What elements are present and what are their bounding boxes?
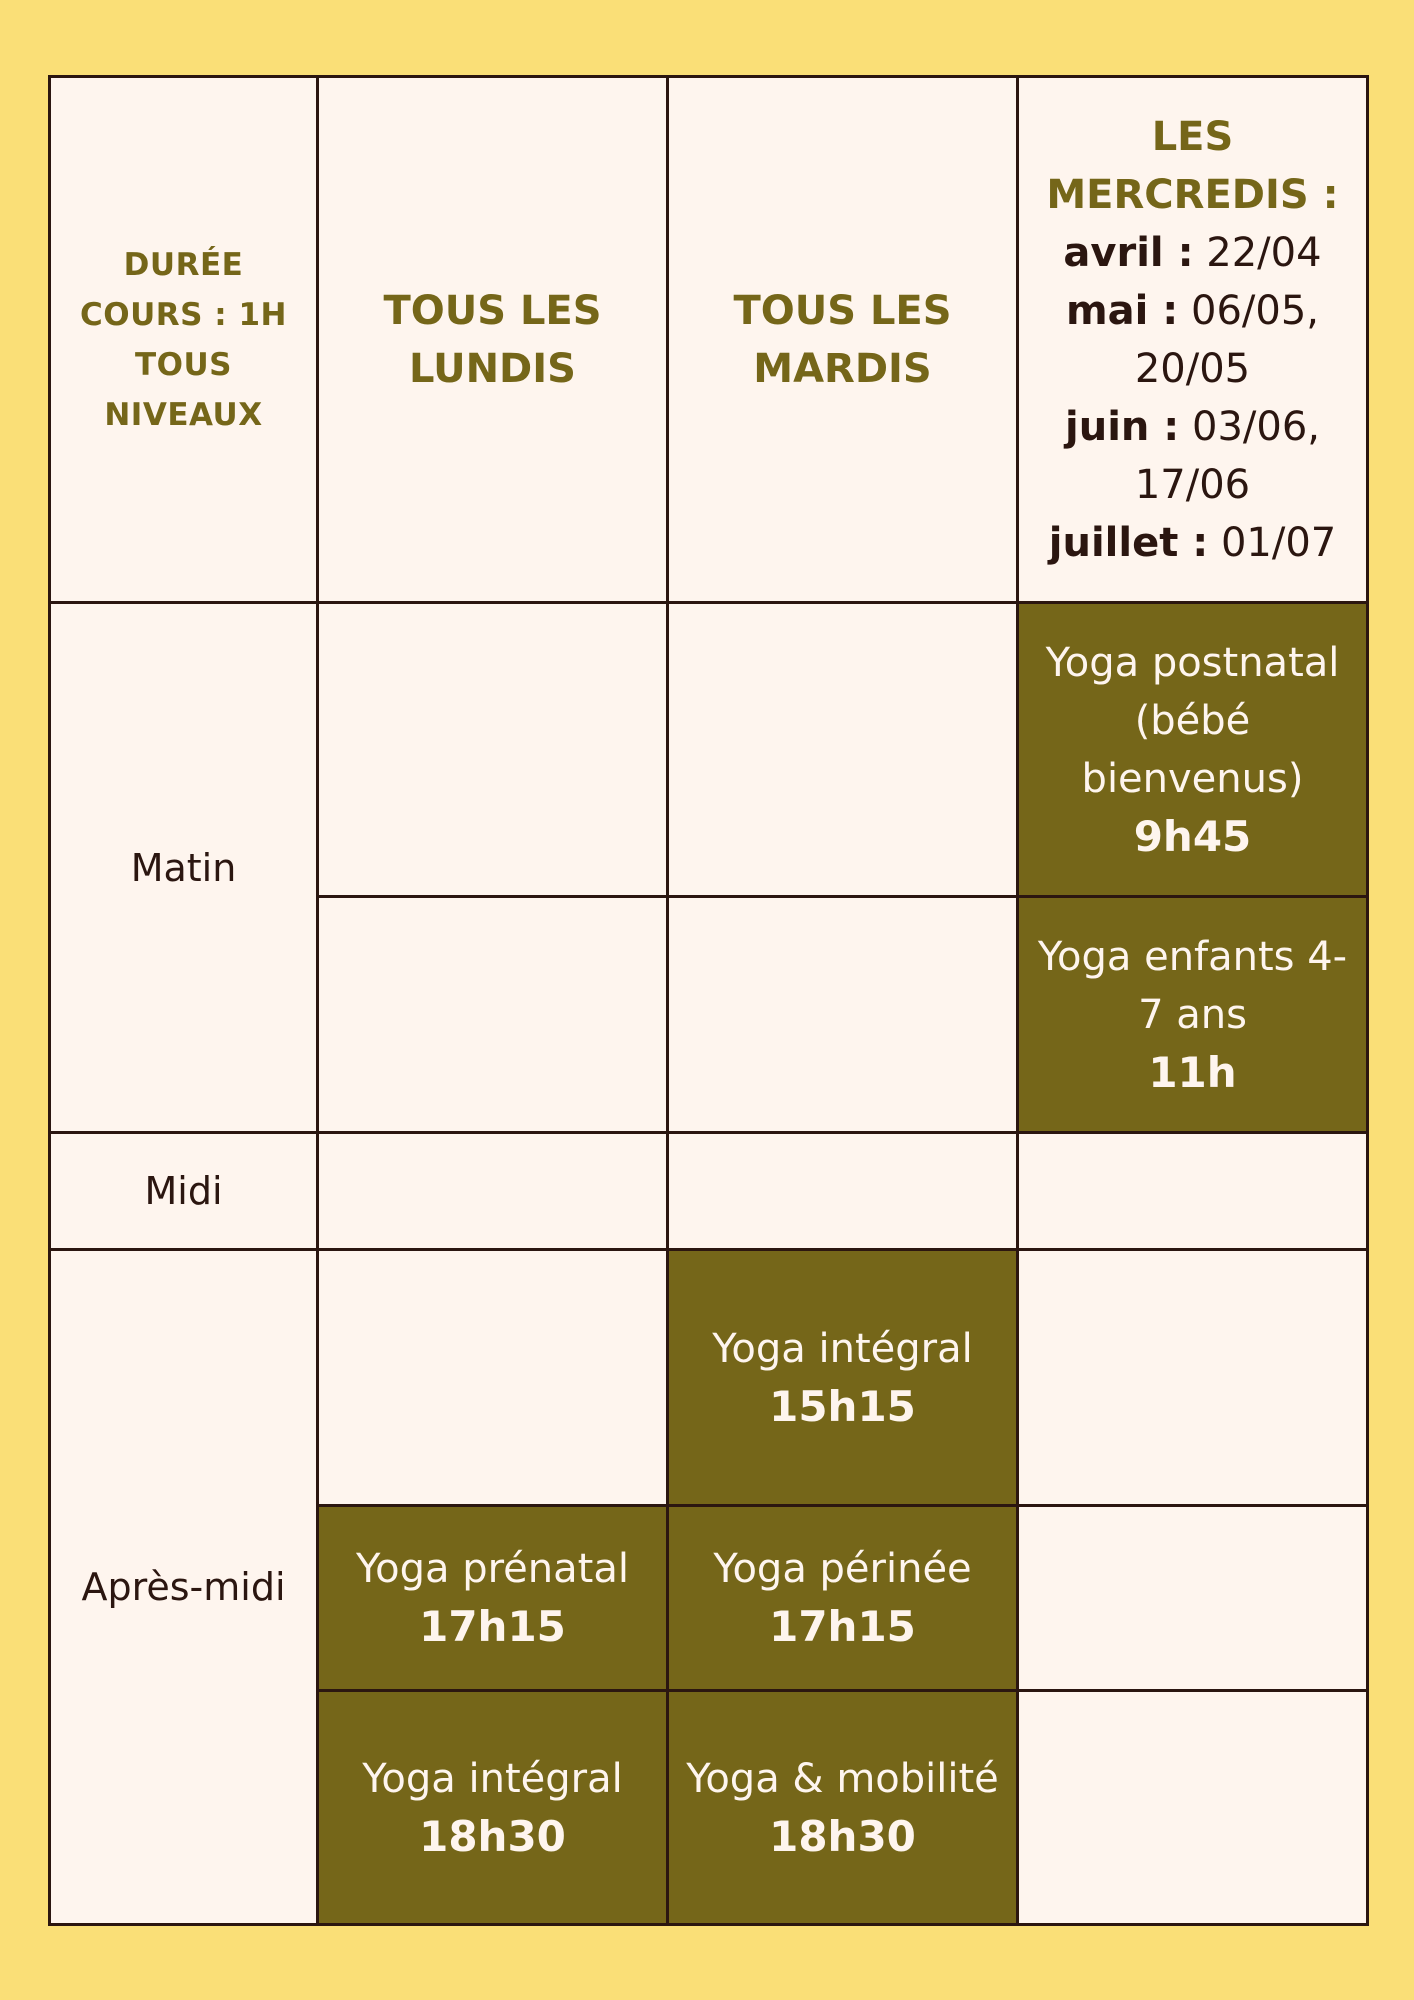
empty-cell [318, 1250, 668, 1506]
monday-column-title: TOUS LES LUNDIS [383, 287, 602, 392]
class-cell-perinee [668, 1506, 1018, 1691]
tuesday-column-title: TOUS LES MARDIS [733, 287, 952, 392]
class-cell-prenatal [318, 1506, 668, 1691]
tuesday-header-cell [668, 77, 1018, 603]
class-cell-kids [1018, 897, 1368, 1133]
wednesday-header-cell [1018, 77, 1368, 603]
date-values: 01/07 [1208, 519, 1337, 566]
empty-cell [1018, 1691, 1368, 1925]
month-label: avril : [1063, 229, 1194, 276]
monday-header-cell [318, 77, 668, 603]
wednesday-dates-may [1027, 282, 1358, 398]
class-name: Yoga périnée [713, 1546, 972, 1592]
period-label-afternoon: Après-midi [81, 1565, 286, 1609]
class-name: Yoga prénatal [356, 1546, 629, 1592]
wednesday-dates-june [1027, 398, 1358, 514]
month-label: mai : [1065, 287, 1179, 334]
empty-cell [668, 897, 1018, 1133]
empty-cell [318, 1133, 668, 1250]
class-name: Yoga postnatal (bébé bienvenus) [1045, 639, 1340, 802]
date-values: 22/04 [1193, 229, 1322, 276]
class-time: 11h [1148, 1047, 1237, 1097]
class-name: Yoga intégral [712, 1325, 973, 1372]
class-time: 15h15 [769, 1381, 916, 1431]
afternoon-period-cell [50, 1250, 318, 1925]
empty-cell [1018, 1250, 1368, 1506]
class-time: 18h30 [419, 1811, 566, 1861]
empty-cell [318, 603, 668, 897]
afternoon-row-1 [50, 1250, 1368, 1506]
noon-period-cell [50, 1133, 318, 1250]
noon-row [50, 1133, 1368, 1250]
class-name: Yoga enfants 4-7 ans [1037, 933, 1348, 1038]
class-time: 17h15 [419, 1602, 566, 1651]
date-values: 06/05, 20/05 [1134, 287, 1319, 392]
empty-cell [1018, 1133, 1368, 1250]
month-label: juillet : [1048, 519, 1209, 566]
duration-header-cell [50, 77, 318, 603]
class-cell-integral-1830 [318, 1691, 668, 1925]
wednesday-column-title: LES MERCREDIS : [1046, 113, 1339, 218]
month-label: juin : [1065, 403, 1180, 450]
class-cell-integral-1515 [668, 1250, 1018, 1506]
duration-label: DURÉE COURS : 1H TOUS NIVEAUX [80, 246, 287, 433]
empty-cell [318, 897, 668, 1133]
class-name: Yoga intégral [362, 1755, 623, 1802]
morning-period-cell [50, 603, 318, 1133]
class-cell-postnatal [1018, 603, 1368, 897]
yoga-schedule-table [48, 75, 1369, 1926]
class-time: 18h30 [769, 1811, 916, 1861]
class-name: Yoga & mobilité [686, 1755, 999, 1802]
date-values: 03/06, 17/06 [1134, 403, 1320, 508]
period-label-noon: Midi [144, 1169, 223, 1213]
wednesday-dates-july [1027, 514, 1358, 572]
header-row [50, 77, 1368, 603]
morning-row-1 [50, 603, 1368, 897]
class-time: 9h45 [1133, 811, 1252, 861]
period-label-morning: Matin [130, 845, 237, 890]
wednesday-dates-april [1027, 224, 1358, 282]
class-cell-mobilite [668, 1691, 1018, 1925]
empty-cell [668, 1133, 1018, 1250]
empty-cell [668, 603, 1018, 897]
class-time: 17h15 [769, 1602, 916, 1651]
empty-cell [1018, 1506, 1368, 1691]
